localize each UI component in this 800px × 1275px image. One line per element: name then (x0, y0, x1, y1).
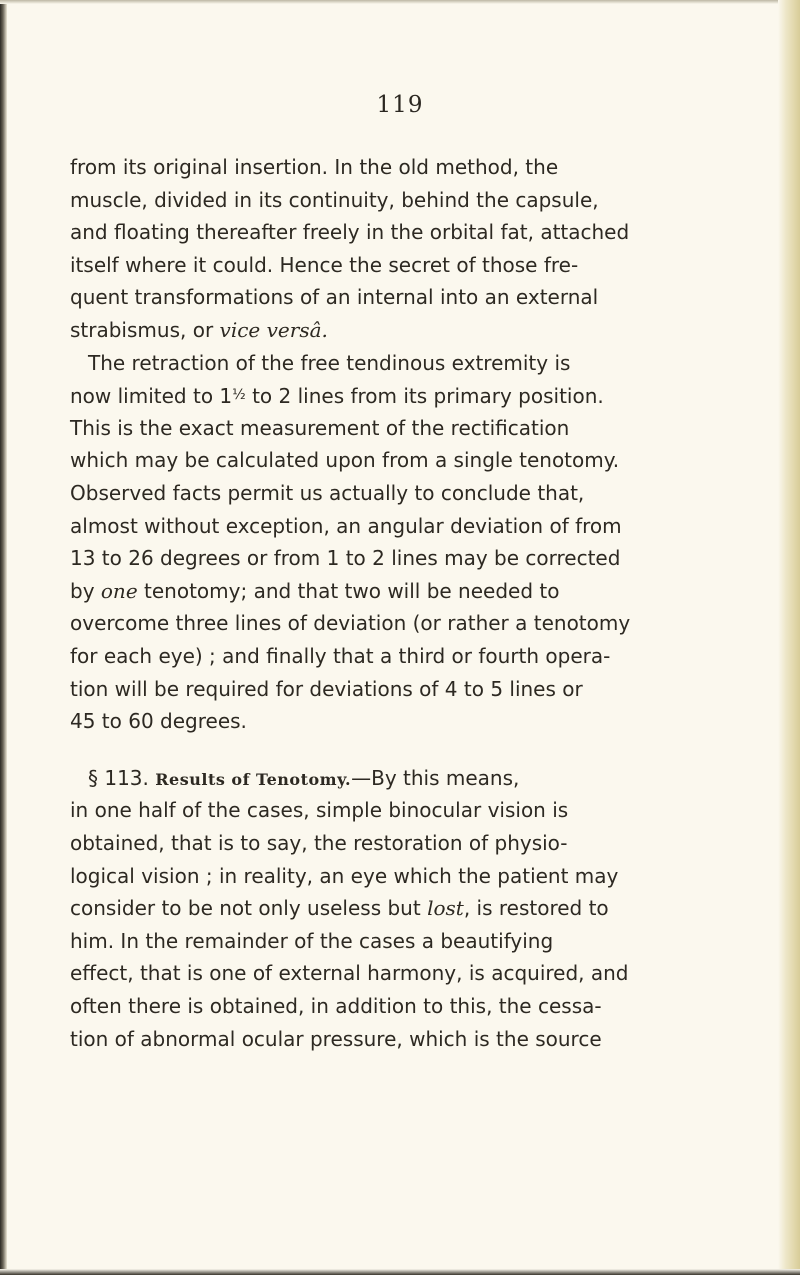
text-line (70, 896, 609, 920)
text-run: muscle, divided in its continuity, behind the capsule, (70, 187, 599, 212)
text-run: almost without exception, an angular deviation of from (70, 513, 622, 538)
page-number: 119 (376, 92, 424, 118)
text-run: quent transformations of an internal into an external (70, 285, 599, 310)
text-run: and floating thereafter freely in the orbital fat, attached (70, 220, 630, 245)
text-run: —By this means, (351, 765, 520, 790)
text-line (70, 253, 578, 277)
text-line (70, 929, 553, 953)
text-line (70, 831, 568, 855)
text-run: one (100, 578, 138, 603)
text-run: for each eye) ; and finally that a third or fourth opera- (70, 644, 611, 668)
text-run: by (70, 578, 101, 603)
text-line (70, 416, 569, 440)
text-run: 13 to 26 degrees or from 1 to 2 lines may be corrected (70, 546, 621, 571)
text-run: obtained, that is to say, the restoration of physio- (70, 831, 568, 855)
text-line (88, 766, 519, 792)
text-line (70, 579, 559, 603)
text-run: Observed facts permit us actually to conclude that, (70, 481, 585, 505)
text-line (70, 383, 604, 408)
text-run: to 2 lines from its primary position. (245, 384, 604, 409)
text-run: him. In the remainder of the cases a beautifying (70, 928, 554, 953)
text-line (70, 481, 584, 505)
text-run: in one half of the cases, simple binocular vision is (70, 798, 569, 823)
text-line (70, 285, 598, 309)
text-line (70, 318, 328, 342)
text-run: overcome three lines of deviation (or rather a tenotomy (70, 611, 631, 636)
text-line (70, 677, 583, 701)
text-run: strabismus, or (70, 318, 220, 342)
page-binding-shadow (0, 0, 7, 1275)
text-line (70, 994, 602, 1018)
text-line (70, 546, 620, 570)
text-run: 45 to 60 degrees. (70, 709, 247, 734)
text-run: § 113. (88, 765, 156, 790)
text-run: lost (427, 896, 464, 921)
text-line (70, 611, 630, 635)
text-run: logical vision ; in reality, an eye which the patient may (70, 863, 619, 888)
page-top-edge (0, 0, 800, 4)
text-run: , is restored to (463, 896, 609, 921)
text-line (70, 644, 610, 668)
page-right-edge (778, 0, 800, 1275)
text-line (70, 155, 558, 179)
page-bottom-edge (0, 1269, 800, 1275)
text-run: itself where it could. Hence the secret of those fre- (70, 252, 579, 277)
text-run: Results of Tenotomy. (155, 769, 352, 789)
text-run: The retraction of the free tendinous extremity is (88, 350, 571, 375)
text-line (88, 351, 570, 375)
text-run: which may be calculated upon from a single tenotomy. (70, 448, 620, 473)
text-run: vice versâ. (219, 318, 328, 342)
text-line (70, 961, 629, 985)
text-line (70, 864, 618, 888)
text-line (70, 709, 247, 733)
text-run: tion will be required for deviations of 4 to 5 lines or (70, 676, 583, 701)
text-line (70, 514, 622, 538)
text-run: often there is obtained, in addition to this, the cessa- (70, 994, 602, 1018)
text-run: tenotomy; and that two will be needed to (137, 578, 560, 603)
text-line (70, 798, 568, 822)
text-run: tion of abnormal ocular pressure, which is the source (70, 1026, 602, 1051)
text-run: consider to be not only useless but (70, 896, 428, 921)
text-line (70, 220, 629, 244)
text-line (70, 188, 599, 212)
text-run: effect, that is one of external harmony, is acquired, and (70, 961, 629, 986)
text-run: ½ (232, 387, 246, 404)
text-run: This is the exact measurement of the rectification (70, 415, 570, 440)
text-line (70, 448, 619, 472)
text-line (70, 1027, 602, 1051)
text-run: from its original insertion. In the old method, the (70, 155, 559, 179)
text-run: now limited to 1 (70, 384, 233, 409)
